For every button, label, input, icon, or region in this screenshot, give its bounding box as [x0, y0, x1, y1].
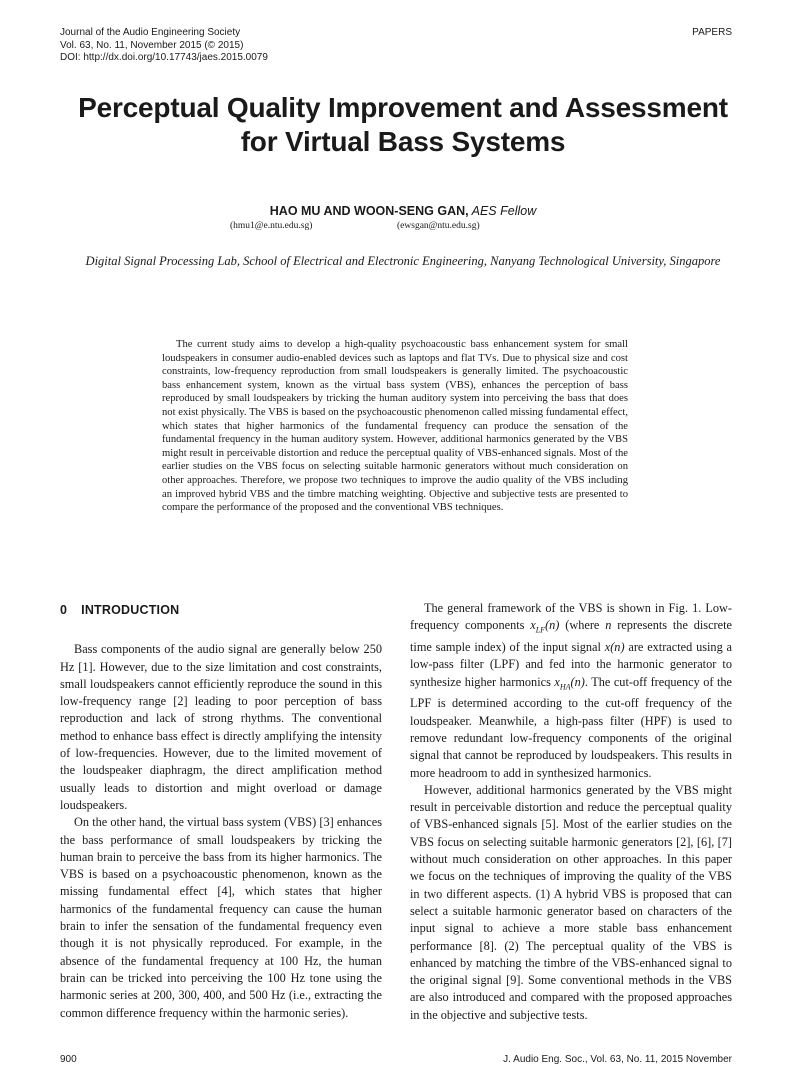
author-line [0, 204, 806, 218]
paper-title [40, 91, 766, 159]
paragraph: The general framework of the VBS is shown in Fig. 1. Low-frequency components $x_{LF}(n)$ (where n represents the discrete time sample index) of the input signal x(n) are extracted using a low-pass filter (LPF) and fed into the harmonic generator to synthesize higher harmonics $x_{HA}(n)$. The cut-off frequency of the LPF is determined according to the cut-off frequency of the loudspeaker. Meanwhile, a high-pass filter (HPF) is used to remove redundant low-frequency components of the original signal that cannot be reproduced by loudspeakers. This results in more headroom to add in synthesized harmonics. [410, 601, 732, 780]
abstract: The current study aims to develop a high-quality psychoacoustic bass enhancement system for small loudspeakers in consumer audio-enabled devices such as laptops and flat TVs. Due to physical size and cost constraints, low-frequency reproduction from small loudspeakers is generally limited. The psychoacoustic bass enhancement system, known as the virtual bass system (VBS), enhances the perception of bass reproduced by small loudspeakers by tricking the human auditory system into perceiving the bass that does not exist physically. The VBS is based on the psychoacoustic phenomenon called missing fundamental effect, which states that higher harmonics of the fundamental frequency can produce the sensation of the fundamental frequency in the human auditory system. However, additional harmonics generated by the VBS might result in perceivable distortion and reduce the perceptual quality of VBS-enhanced signals. Most of the earlier studies on the VBS focus on selecting suitable harmonic generators without much consideration on other approaches. Therefore, we propose two techniques to improve the audio quality of the VBS including an improved hybrid VBS and the timbre matching weighting. Objective and subjective tests are presented to compare the performance of the proposed and the conventional VBS techniques. [162, 339, 628, 514]
footer-citation: J. Audio Eng. Soc., Vol. 63, No. 11, 2015 November [503, 1054, 732, 1065]
author-role: AES Fellow [468, 204, 537, 218]
paper-title-line2: for Virtual Bass Systems [240, 126, 566, 157]
section-number: 0 [60, 603, 68, 617]
page-number: 900 [60, 1054, 77, 1065]
right-column [410, 600, 732, 1024]
section-heading [60, 602, 382, 619]
author-names: HAO MU AND WOON-SENG GAN, [269, 204, 469, 218]
section-title: INTRODUCTION [81, 603, 180, 617]
journal-volume: Vol. 63, No. 11, November 2015 (© 2015) [60, 39, 244, 51]
affiliation: Digital Signal Processing Lab, School of Electrical and Electronic Engineering, Nanyang Technological University, Singapore [85, 254, 721, 268]
paragraph: Bass components of the audio signal are generally below 250 Hz [1]. However, due to the size limitation and cost constraints, small loudspeakers cannot efficiently reproduce the sound in this low-frequency range [2] leading to poor perception of bass reproduction and lack of strong rhythms. The conventional method to enhance bass effect is directly amplifying the intensity of low-frequencies. However, due to the limited movement of the loudspeaker diaphragm, the direct amplification method usually leads to distortion and might overload or damage loudspeakers. [60, 642, 382, 812]
paper-title-line1: Perceptual Quality Improvement and Assessment [78, 92, 728, 123]
journal-doi: DOI: http://dx.doi.org/10.17743/jaes.2015.0079 [60, 52, 268, 63]
author-email-1: (hmu1@e.ntu.edu.sg) [230, 221, 313, 231]
journal-name: Journal of the Audio Engineering Society [60, 27, 241, 38]
author-email-2: (ewsgan@ntu.edu.sg) [397, 221, 480, 231]
journal-header [60, 27, 268, 65]
paragraph: However, additional harmonics generated by the VBS might result in perceivable distortion and reduce the perceptual quality of VBS-enhanced signals [5]. Most of the earlier studies on the VBS focus on selecting suitable harmonic generators [2], [6], [7] without much consideration on other approaches. In this paper we focus on the techniques of improving the quality of the VBS in two different aspects. (1) A hybrid VBS is proposed that can select a suitable harmonic generator based on characters of the input signal to achieve a more stable bass enhancement performance [8]. (2) The perceptual quality of the VBS is enhanced by matching the timbre of the VBS-enhanced signal to the original signal [9]. Some conventional methods in the VBS are also introduced and compared with the proposed approaches in the objective and subjective tests. [410, 782, 732, 1022]
left-column [60, 600, 382, 1022]
paragraph: On the other hand, the virtual bass system (VBS) [3] enhances the bass performance of small loudspeakers by tricking the human brain to perceive the bass from its higher harmonics. The VBS is based on a psychoacoustic phenomenon, known as the missing fundamental effect [4], which states that higher harmonics of the fundamental frequency can cause the human brain to infer the sensation of the fundamental frequency even though it is not physically reproduced. For example, in the absence of the fundamental frequency at 100 Hz, the human brain can be tricked into perceiving the 100 Hz tone using the harmonic series at 200, 300, 400, and 500 Hz (i.e., extracting the common difference frequency within the harmonic series). [60, 815, 382, 1020]
section-label: PAPERS [692, 27, 732, 38]
